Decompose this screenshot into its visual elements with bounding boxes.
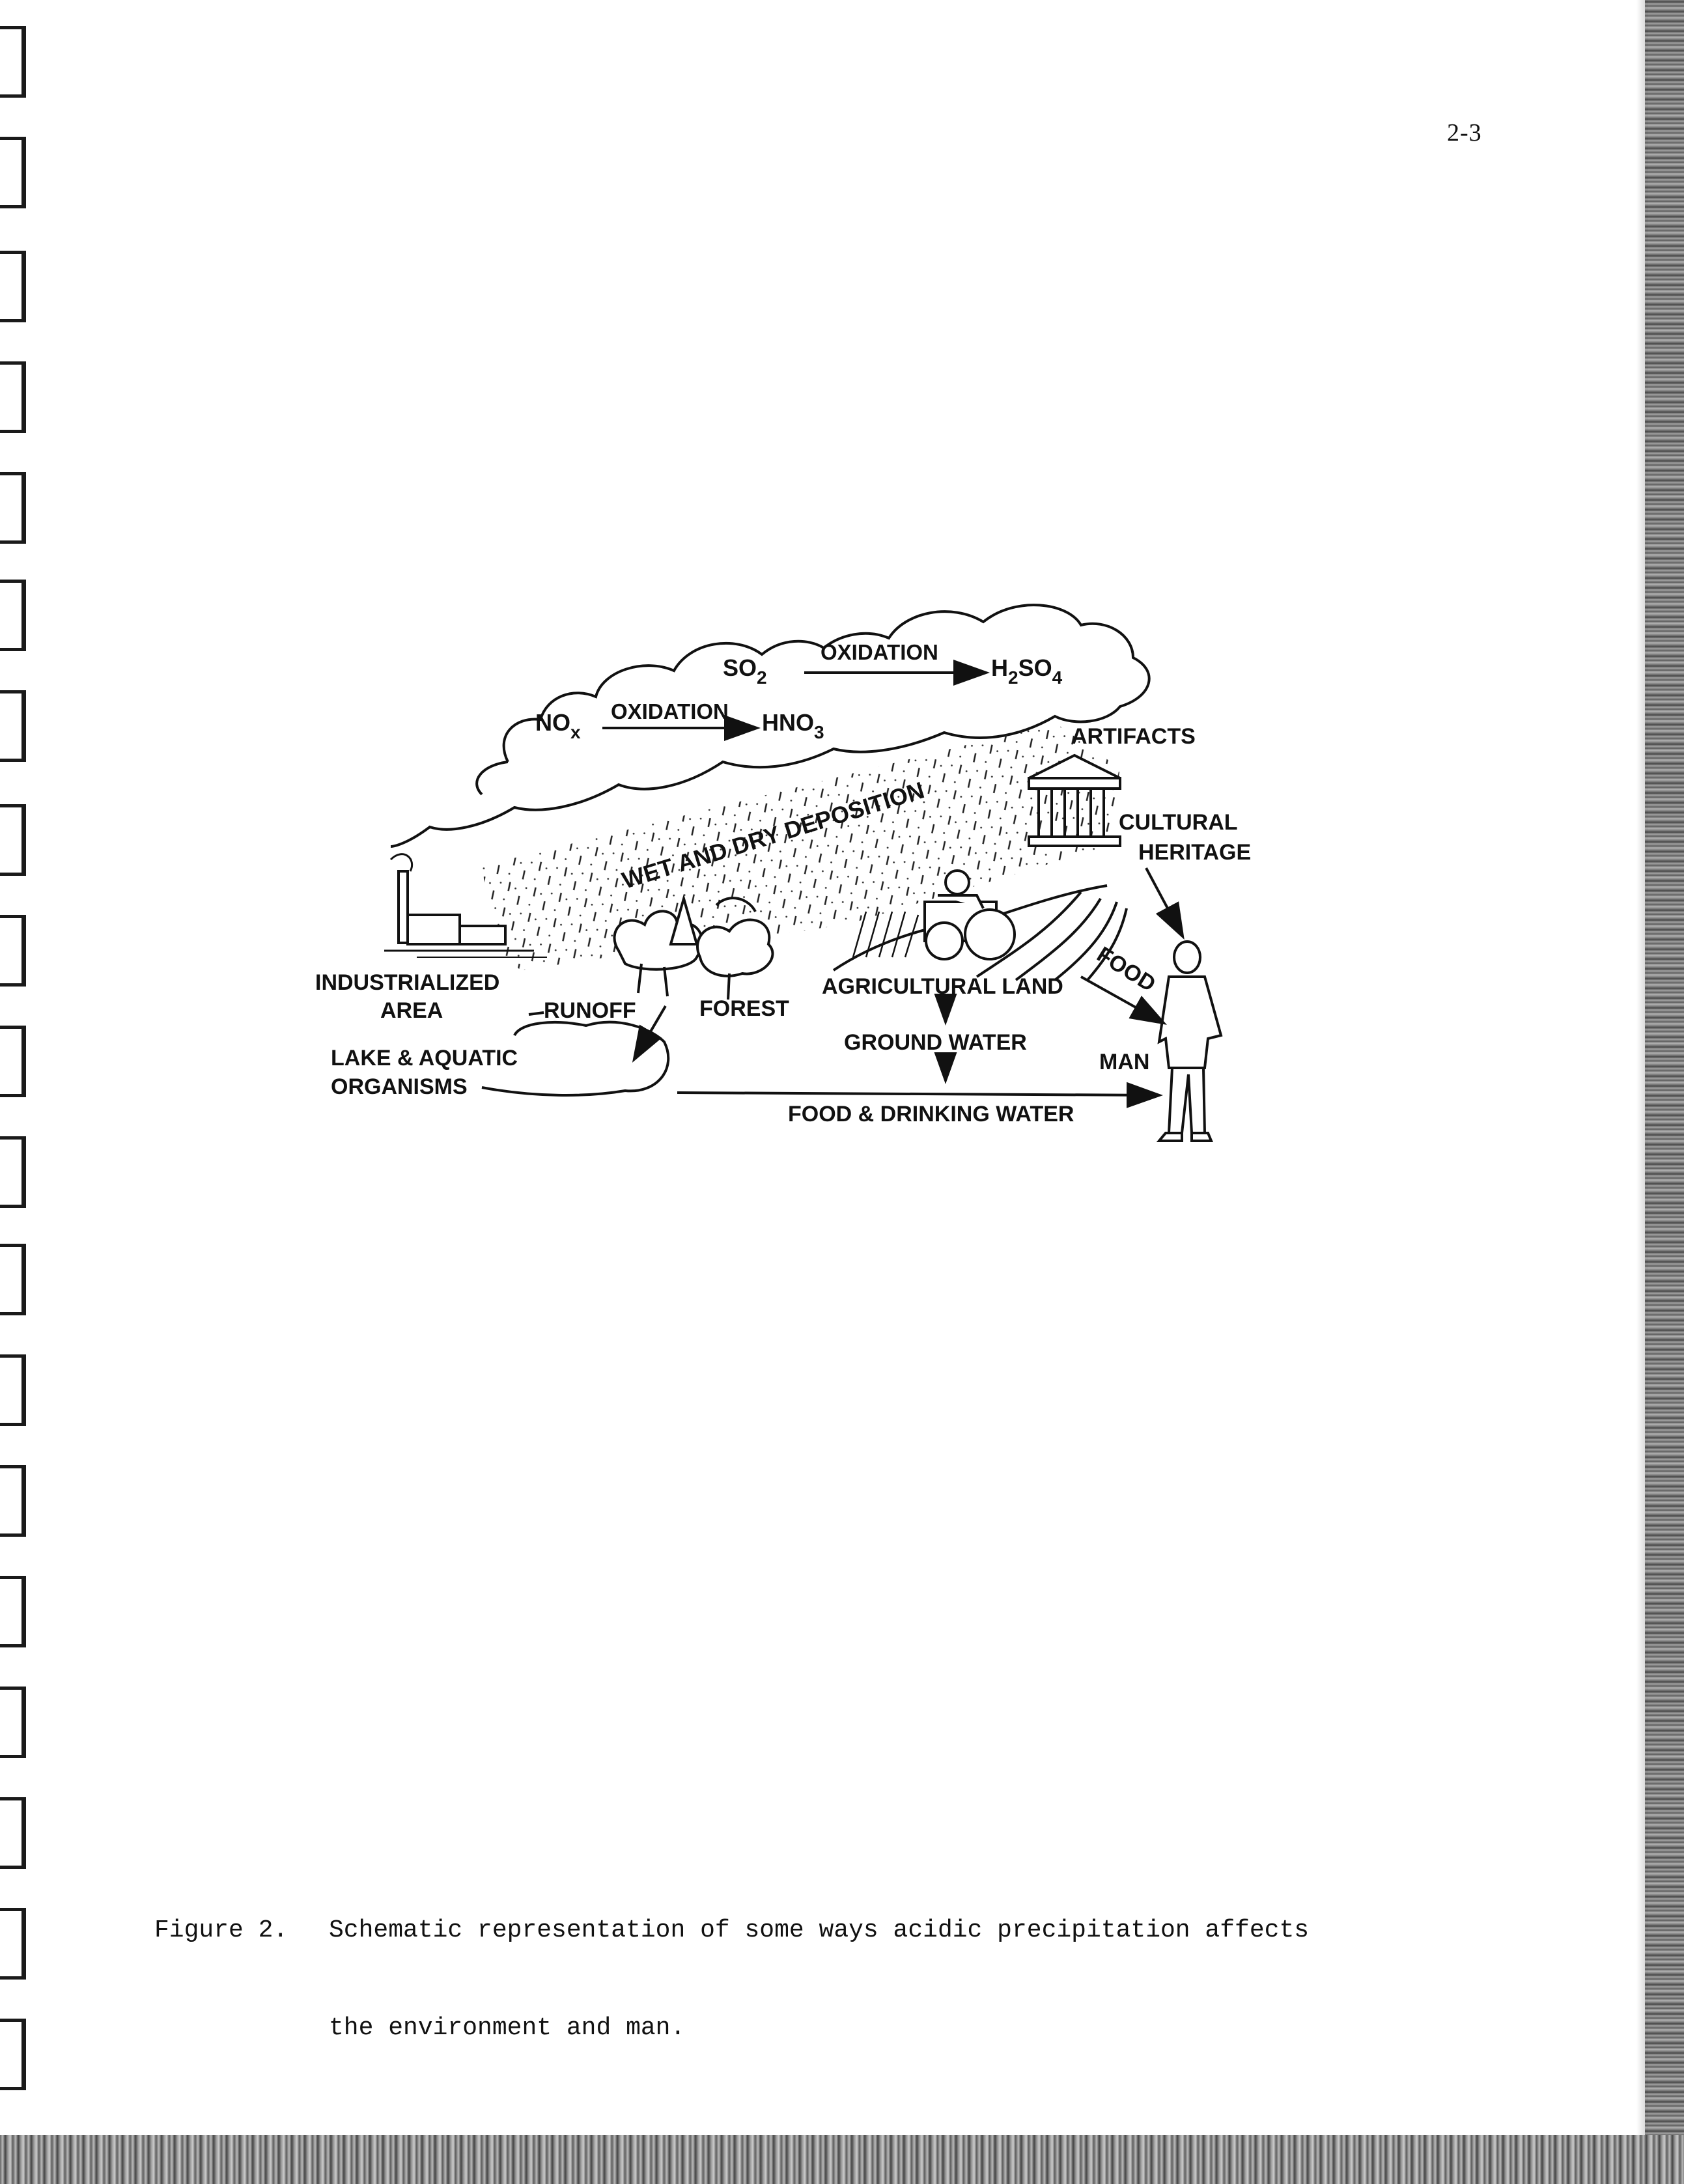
caption-line-2: the environment and man. xyxy=(329,2014,686,2042)
label-artifacts: ARTIFACTS xyxy=(1071,724,1196,749)
heritage-to-man-arrow xyxy=(1146,868,1182,935)
label-organisms: ORGANISMS xyxy=(331,1074,468,1099)
label-food: FOOD xyxy=(1092,942,1160,997)
label-man: MAN xyxy=(1099,1050,1150,1074)
label-area: AREA xyxy=(380,998,443,1023)
label-oxidation-1: OXIDATION xyxy=(611,699,729,723)
label-runoff: RUNOFF xyxy=(544,998,636,1023)
label-forest: FOREST xyxy=(699,996,789,1021)
label-ground-water: GROUND WATER xyxy=(844,1030,1027,1055)
label-h2so4: $H_2SO_4$ xyxy=(991,654,1063,688)
drinking-water-arrow xyxy=(677,1093,1158,1095)
page-number: 2-3 xyxy=(1447,119,1482,147)
label-food-drinking-water: FOOD & DRINKING WATER xyxy=(788,1102,1074,1127)
man-figure xyxy=(1159,942,1221,1141)
figure-number: Figure 2. xyxy=(154,1916,288,1944)
label-no-x: $NO_x$ xyxy=(535,709,581,742)
deposition-rain xyxy=(482,723,1120,970)
figure-caption xyxy=(154,1849,1309,2110)
label-hno3: $HNO_3$ xyxy=(762,709,824,742)
label-so2: $SO_2$ xyxy=(723,654,767,688)
label-lake-aquatic: LAKE & AQUATIC xyxy=(331,1046,518,1071)
label-cultural: CULTURAL xyxy=(1119,810,1238,835)
label-wet-dry-deposition: WET AND DRY DEPOSITION xyxy=(619,776,927,894)
label-industrialized: INDUSTRIALIZED xyxy=(315,970,500,995)
label-heritage: HERITAGE xyxy=(1138,840,1252,865)
label-oxidation-2: OXIDATION xyxy=(821,640,938,664)
forest-to-lake-arrow xyxy=(635,1006,666,1058)
caption-line-1: Schematic representation of some ways acidic precipitation affects xyxy=(329,1916,1310,1944)
label-agricultural-land: AGRICULTURAL LAND xyxy=(822,974,1063,999)
